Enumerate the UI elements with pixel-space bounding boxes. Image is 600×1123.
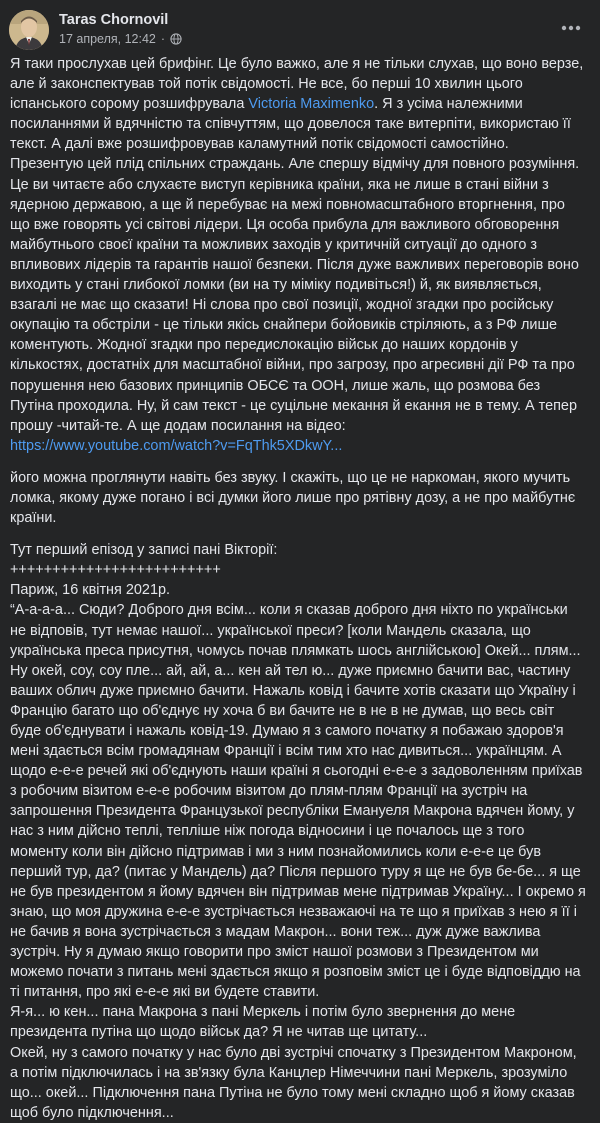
post-place-date: Париж, 16 квітня 2021р. bbox=[10, 582, 171, 599]
post-paragraph-episode: Тут перший епізод у записі пані Вікторії: bbox=[10, 542, 278, 559]
avatar[interactable] bbox=[9, 10, 49, 50]
post-separator-line: +++++++++++++++++++++++++ bbox=[10, 562, 221, 579]
mention-link[interactable]: Victoria Maximenko bbox=[248, 96, 375, 113]
post-header bbox=[9, 10, 591, 50]
video-link[interactable]: https://www.youtube.com/watch?v=FqThk5XDkwY... bbox=[10, 437, 343, 454]
post-timestamp[interactable]: 17 апреля, 12:42 bbox=[59, 32, 156, 46]
meta-separator: · bbox=[160, 32, 166, 46]
post-quote-main: “А-а-а-а... Сюди? Доброго дня всім... коли я сказав доброго дня ніхто по українськи не відповів, тут немає нашої... української преси? [коли Мандель сказала, що українська преса присутня, чомусь почав плямкать шось англійською] Окей... плям... Ну окей, соу, соу пле... ай, ай, а... кен ай тел ю... дуже приємно бачити вас, частину ваших облич дуже приємно бачити. Нажаль ковід і бачите хотів сказати що Україну і Францію багато що об'єднує ну хоча б ви бачите не в не в не думав, що весь світ буде об'єднувати і нажаль ковід-19. Думаю я з самого початку я побажаю здоров'я мені здається всім громадянам Франції і всім тим хто нас дивиться... українцям. А щодо е-е-е речей які об'єднують наши країні я сьогодні е-е-е з задоволенням приїхав з робочим візитом е-е-е робочим візитом до плям-плям Франції на зустріч на запрошення Президента Французької республіки Емануеля Макрона вдячен йому, у нас з ним дійсно теплі, тепліше ніж погода відносини і це почалось ще з того моменту коли він дійсно підтримав і ми з ним познайомились коли е-е-е це був перший тур, да? (питає у Мандель) да? Після першого туру я ще не був бе-бе... я ще не був президентом я йому вдячен він підтримав мене підтримав Україну... І окремо я знаю, що моя дружина е-е-е зустрічається незважаючі на те що я приїхав з нею я її і не бачив я вона зустрічається з мадам Макрон... вони теж... дуж дуже важлива зустріч. Ну я думаю якщо говорити про зміст нашої розмови з Президентом ми можемо почати з питань мені здається якщо я розповім зміст це і буде відповіддю на ті питання, про які е-е-е які ви будете ставити. bbox=[10, 602, 586, 1001]
post-quote-third: Окей, ну з самого початку у нас було дві зустрічі спочатку з Президентом Макроном, а потім підключилась і на зв'язку була Канцлер Німеччини пані Меркель, зрозуміло що... окей... Підключення пана Путіна не було тому мені складно щоб я йому сказав щоб було підключення... bbox=[10, 1044, 577, 1121]
author-name[interactable]: Taras Chornovil bbox=[59, 12, 169, 28]
post-menu-button[interactable] bbox=[557, 14, 585, 42]
avatar-photo bbox=[9, 10, 49, 50]
post-quote-second: Я-я... ю кен... пана Макрона з пані Меркель і потім було звернення до мене президента путіна що щодо військ да? Я не читав ще цитату... bbox=[10, 1004, 516, 1041]
post-text bbox=[10, 54, 586, 1123]
intro-text-rest: . Я з усіма належними посиланнями й вдячністю та співчуттям, що довелося таке витерпіти, використаю її текст. А далі вже розшифровував каламутний потік свідомості самостійно. Презентую цей плід спільних страждань. Але спершу відмічу для повного розуміння. Це ви читаєте або слухаєте виступ керівника країни, яка не лише в стані війни з ядерною державою, а ще й перебуває на межі повномасштабного вторгнення, про що вже говорять усі світові лідери. Ця особа прибула для важливого обговорення майбутнього своєї країни та можливих заходів у критичній ситуації до одного з впливових лідерів та гарантів нашої безпеки. Після дуже важливих переговорів воно виходить у стані глибокої ломки (ви на ту міміку подивіться!) й, як виявляється, взагалі не має що сказати! Ні слова про свої позиції, жодної згадки про російську окупацію та обстріли - це тільки якісь снайпери бойовиків стріляють, а з РФ лише коментують. Жодної згадки про передислокацію військ до наших кордонів у кількостях, достатніх для масштабної війни, про загрозу, про агресивні дії РФ та про порушення нею базових принципів ОБСЄ та ООН, лише жаль, що розмова без Путіна проходила. Ну, й сам текст - це суцільне мекання й екання не в тему. А тепер прошу -читай-те. А ще додам посилання на відео: bbox=[10, 96, 580, 434]
post-paragraph-intro bbox=[10, 54, 586, 436]
post-meta bbox=[59, 32, 182, 46]
intro-text-start: Я таки прослухав цей брифінг. Це було важко, але я не тільки слухав, що воно верзе, але й законспектував той потік свідомості. Не все, бо перші 10 хвилин цього іспанського сорому розшифрувала bbox=[10, 56, 584, 113]
post-paragraph-video-note: його можна проглянути навіть без звуку. І скажіть, що це не наркоман, якого мучить ломка, якому дуже погано і всі думки його лише про рятівну дозу, а не про майбутнє країни. bbox=[10, 469, 576, 527]
globe-icon[interactable] bbox=[170, 33, 182, 45]
more-horizontal-icon bbox=[561, 25, 581, 31]
